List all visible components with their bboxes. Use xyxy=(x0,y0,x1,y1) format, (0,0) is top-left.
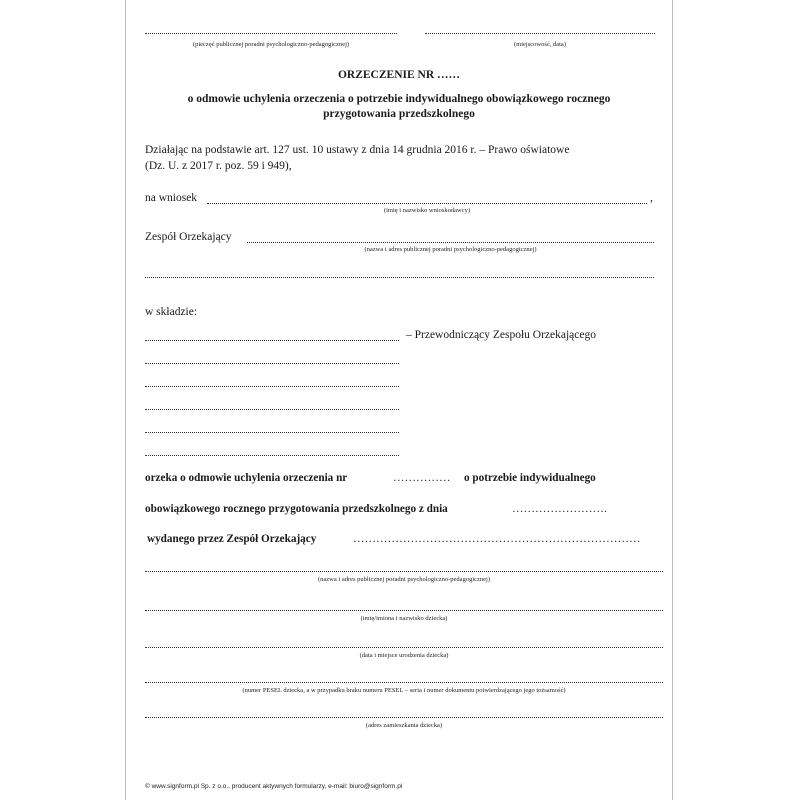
clinic-name-caption: (nazwa i adres publicznej poradni psychologiczno-pedagogicznej) xyxy=(318,576,490,583)
legal-basis-line2: (Dz. U. z 2017 r. poz. 59 i 949), xyxy=(145,160,292,172)
place-date-line[interactable] xyxy=(425,33,655,34)
document-subtitle-line1: o odmowie uchylenia orzeczenia o potrzebie indywidualnego obowiązkowego rocznego xyxy=(187,93,611,105)
member-field-4[interactable] xyxy=(145,432,399,433)
member-field-3[interactable] xyxy=(145,409,399,410)
decision-number-field[interactable]: …………… xyxy=(393,472,451,484)
child-birth-caption: (data i miejsce urodzenia dziecka) xyxy=(359,652,449,659)
decision-issuer-field[interactable]: ………………………………………………………………… xyxy=(353,533,641,545)
request-comma: , xyxy=(650,192,653,204)
team-field-continued[interactable] xyxy=(145,277,654,278)
request-caption: (imię i nazwisko wnioskodawcy) xyxy=(383,207,471,214)
chair-field[interactable] xyxy=(145,340,399,341)
decision-line2-text: obowiązkowego rocznego przygotowania przedszkolnego z dnia xyxy=(145,503,448,515)
team-label: Zespół Orzekający xyxy=(145,231,232,243)
child-address-field[interactable] xyxy=(145,717,663,718)
chair-label: – Przewodniczący Zespołu Orzekającego xyxy=(406,329,596,341)
clinic-name-field[interactable] xyxy=(145,571,663,572)
document-title: ORZECZENIE NR …… xyxy=(337,69,461,81)
child-address-caption: (adres zamieszkania dziecka) xyxy=(365,722,443,729)
stamp-line[interactable] xyxy=(145,33,397,34)
decision-line1-text: orzeka o odmowie uchylenia orzeczenia nr xyxy=(145,472,348,484)
child-pesel-field[interactable] xyxy=(145,682,663,683)
request-field[interactable] xyxy=(207,203,647,204)
member-field-2[interactable] xyxy=(145,386,399,387)
team-field[interactable] xyxy=(247,242,654,243)
request-label: na wniosek xyxy=(145,192,198,204)
page-border xyxy=(125,0,673,800)
stamp-caption: (pieczęć publicznej poradni psychologiczno-pedagogicznej) xyxy=(192,41,350,48)
composition-label: w składzie: xyxy=(145,306,198,318)
decision-line1-text-b: o potrzebie indywidualnego xyxy=(464,472,596,484)
decision-line3-text: wydanego przez Zespół Orzekający xyxy=(147,533,317,545)
child-name-caption: (imię/imiona i nazwisko dziecka) xyxy=(360,615,448,622)
member-field-5[interactable] xyxy=(145,455,399,456)
team-caption: (nazwa i adres publicznej poradni psychologiczno-pedagogicznej) xyxy=(364,246,537,253)
footer-copyright: © www.signform.pl Sp. z o.o., producent aktywnych formularzy, e-mail: biuro@signform.pl xyxy=(145,783,403,790)
document-subtitle-line2: przygotowania przedszkolnego xyxy=(323,108,475,120)
legal-basis-line1: Działając na podstawie art. 127 ust. 10 ustawy z dnia 14 grudnia 2016 r. – Prawo oświatowe xyxy=(145,144,570,156)
member-field-1[interactable] xyxy=(145,363,399,364)
decision-date-field[interactable]: ……………………. xyxy=(512,503,607,515)
place-date-caption: (miejscowość, data) xyxy=(514,41,566,48)
child-pesel-caption: (numer PESEL dziecka, a w przypadku braku numeru PESEL – seria i numer dokumentu potwierdzającego jego tożsamość) xyxy=(242,687,566,694)
child-name-field[interactable] xyxy=(145,610,663,611)
child-birth-field[interactable] xyxy=(145,647,663,648)
